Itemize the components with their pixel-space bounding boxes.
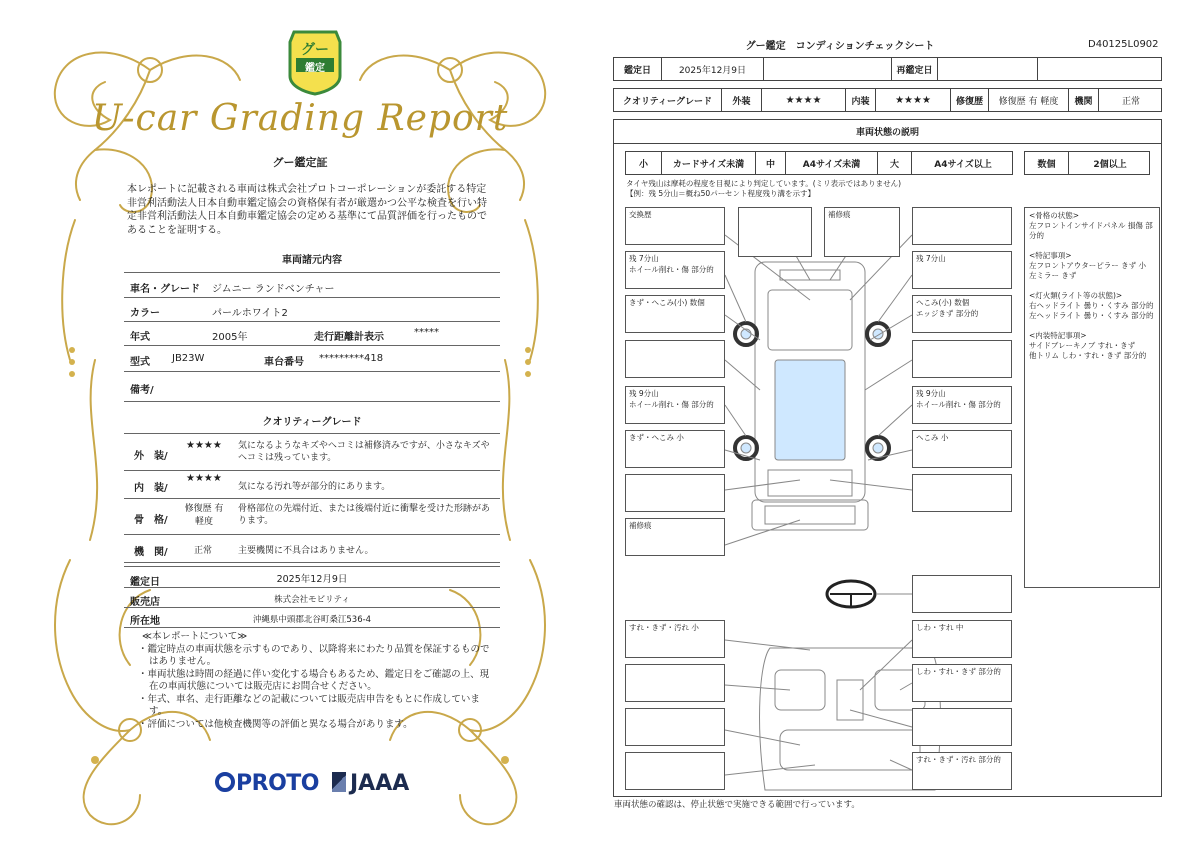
grade-label: 機 関/ — [134, 547, 168, 558]
grade-label: 内 装/ — [134, 483, 168, 494]
damage-box — [738, 207, 812, 257]
footer-row-date — [124, 566, 500, 588]
footer-note: 車両状態の確認は、停止状態で実施できる範囲で行っています。 — [614, 800, 860, 810]
spec-label: 車名・グレード — [130, 284, 200, 295]
grade-description: 気になるようなキズやヘコミは補修済みですが、小さなキズやヘコミは残っています。 — [238, 441, 490, 463]
grade-row-exterior — [124, 433, 500, 471]
spec-label: 走行距離計表示 — [314, 332, 384, 343]
spec-label: 型式 — [130, 357, 150, 368]
quality-row — [613, 88, 1162, 112]
about-item: ・車両状態は時間の経過に伴い変化する場合もあるため、鑑定日をご確認の上、現在の車両状態については販売店にお問合せください。 — [138, 668, 490, 692]
about-item: ・年式、車名、走行距離などの記載については販売店申告をもとに作成しています。 — [138, 693, 480, 717]
damage-box — [625, 340, 725, 378]
certificate-body: 本レポートに記載される車両は株式会社プロトコーポレーションが委託する特定非営利活動法人日本自動車鑑定協会の資格保有者が厳選かつ公平な検査を行い特定非営利活動法人日本自動車鑑定協会の定める基準にて品質評価を行ったものであることを証明する。 — [127, 184, 487, 236]
spec-value: *********418 — [319, 353, 384, 364]
spec-value: JB23W — [172, 353, 205, 364]
grade-rating: 正常 — [194, 546, 213, 556]
spec-value: 沖縄県中頭郡北谷町桑江536-4 — [252, 615, 372, 625]
size-small-label: 小 — [626, 152, 662, 174]
count-label: 数個 — [1025, 152, 1069, 174]
reinspect-date-value — [938, 58, 1038, 80]
engine-value: 正常 — [1121, 96, 1140, 107]
empty-cell — [764, 58, 892, 80]
quality-label: クオリティーグレード — [614, 89, 722, 111]
damage-box — [625, 474, 725, 512]
spec-row-name — [124, 272, 500, 298]
desc-title: 車両状態の説明 — [613, 119, 1162, 144]
grade-description: 骨格部位の先端付近、または後端付近に衝撃を受けた形跡があります。 — [238, 504, 491, 526]
spec-row-remarks — [124, 372, 500, 402]
about-title: ≪本レポートについて≫ — [142, 631, 248, 642]
damage-box: 残 9分山 ホイール削れ・傷 部分的 — [625, 386, 725, 424]
spec-label: 備考/ — [130, 385, 154, 396]
empty-cell — [1038, 58, 1163, 80]
inspect-date-label: 鑑定日 — [614, 58, 662, 80]
engine-label: 機関 — [1069, 89, 1099, 111]
spec-label: 車台番号 — [264, 357, 304, 368]
grade-row-engine — [124, 535, 500, 563]
date-row — [613, 57, 1162, 81]
logo-bar — [215, 771, 415, 799]
spec-label: 鑑定日 — [130, 577, 160, 588]
certificate-heading: グー鑑定証 — [272, 156, 328, 169]
damage-box: きず・へこみ(小) 数個 — [625, 295, 725, 333]
repair-label: 修復歴 — [951, 89, 989, 111]
grade-row-frame — [124, 499, 500, 535]
grade-label: 外 装/ — [134, 451, 168, 462]
exterior-label: 外装 — [722, 89, 762, 111]
size-mid-label: 中 — [756, 152, 786, 174]
tire-note: タイヤ残山は摩耗の程度を目視により判定しています。(ミリ表示ではありません) — [626, 179, 902, 188]
damage-box — [912, 340, 1012, 378]
about-report — [138, 631, 493, 731]
damage-box: へこみ(小) 数個 エッジきず 部分的 — [912, 295, 1012, 333]
frame-condition-note: <骨格の状態> 左フロントインサイドパネル 損傷 部分的 — [1029, 211, 1153, 240]
damage-box: 交換歴 — [625, 207, 725, 245]
side-notes — [1024, 207, 1160, 588]
inspect-date-value: 2025年12月9日 — [662, 58, 764, 80]
count-desc: 2個以上 — [1093, 159, 1127, 170]
footer-row-address — [124, 608, 500, 628]
spec-row-model — [124, 346, 500, 372]
damage-box — [912, 207, 1012, 245]
spec-label: カラー — [130, 308, 160, 319]
size-large-label: 大 — [878, 152, 912, 174]
count-legend — [1024, 151, 1150, 175]
damage-box: へこみ 小 — [912, 430, 1012, 468]
specs-title: 車両諸元内容 — [282, 255, 342, 266]
interior-box: すれ・きず・汚れ 部分的 — [912, 752, 1012, 790]
spec-value: 2025年12月9日 — [276, 574, 348, 585]
goo-kantei-badge — [286, 28, 344, 96]
damage-box: 補修痕 — [824, 207, 900, 257]
lights-note: <灯火類(ライト等の状態)> 右ヘッドライト 曇り・くすみ 部分的 左ヘッドライト 曇り・くすみ 部分的 — [1029, 291, 1154, 320]
grade-row-interior — [124, 471, 500, 499]
spec-value: パールホワイト2 — [212, 308, 288, 319]
damage-box: 残 7分山 — [912, 251, 1012, 289]
badge-kantei-text: 鑑定 — [305, 63, 325, 74]
spec-value: 株式会社モビリティ — [274, 595, 350, 605]
interior-box — [625, 664, 725, 702]
report-title: U-car Grading Report — [91, 98, 509, 139]
about-item: ・鑑定時点の車両状態を示すものであり、以降将来にわたり品質を保証するものではありません。 — [138, 643, 490, 667]
reinspect-date-label: 再鑑定日 — [892, 58, 938, 80]
damage-box: 補修痕 — [625, 518, 725, 556]
spec-value: 2005年 — [212, 332, 248, 343]
footer-row-dealer — [124, 588, 500, 608]
spec-value: ジムニー ランドベンチャー — [212, 284, 335, 295]
badge-goo-text: グー — [301, 42, 329, 58]
size-small-desc: カードサイズ未満 — [662, 152, 756, 174]
repair-value: 修復歴 有 軽度 — [989, 89, 1069, 111]
grade-description: 気になる汚れ等が部分的にあります。 — [238, 482, 391, 492]
about-item: ・評価については他検査機関等の評価と異なる場合があります。 — [138, 718, 413, 730]
interior-box: しわ・すれ 中 — [912, 620, 1012, 658]
quality-title: クオリティーグレード — [262, 417, 362, 428]
grade-description: 主要機関に不具合はありません。 — [238, 546, 374, 556]
interior-box — [912, 575, 1012, 613]
exterior-value: ★★★★ — [762, 89, 846, 111]
interior-label: 内装 — [846, 89, 876, 111]
damage-box: きず・へこみ 小 — [625, 430, 725, 468]
sheet-title: グー鑑定 コンディションチェックシート — [745, 41, 935, 52]
document-id: D40125L0902 — [1088, 39, 1159, 50]
damage-box — [912, 474, 1012, 512]
interior-note: <内装特記事項> サイドブレーキノブ すれ・きず 他トリム しわ・すれ・きず 部分的 — [1029, 331, 1147, 360]
tire-example-note: 【例：残 5分山＝概ね50パーセント程度残り溝を示す】 — [626, 189, 816, 198]
interior-box: しわ・すれ・きず 部分的 — [912, 664, 1012, 702]
damage-box: 残 9分山 ホイール削れ・傷 部分的 — [912, 386, 1012, 424]
grade-rating: 修復歴 有 軽度 — [184, 504, 224, 527]
size-mid-desc: A4サイズ未満 — [786, 152, 878, 174]
jaaa-logo: JAAA — [332, 771, 409, 796]
special-note: <特記事項> 左フロントアウターピラー きず 小 左ミラー きず — [1029, 251, 1146, 280]
spec-label: 年式 — [130, 332, 150, 343]
spec-value: ***** — [414, 327, 439, 338]
condition-check-sheet — [600, 0, 1200, 848]
damage-box: 残 7分山 ホイール削れ・傷 部分的 — [625, 251, 725, 289]
proto-logo: PROTO — [215, 771, 319, 796]
interior-box — [625, 708, 725, 746]
grade-rating: ★★★★ — [186, 440, 222, 451]
spec-label: 所在地 — [130, 616, 160, 627]
spec-row-year — [124, 322, 500, 346]
interior-box — [912, 708, 1012, 746]
grade-label: 骨 格/ — [134, 515, 168, 526]
spec-row-color — [124, 298, 500, 322]
spec-label: 販売店 — [130, 597, 160, 608]
interior-box — [625, 752, 725, 790]
size-large-desc: A4サイズ以上 — [934, 159, 992, 170]
grade-rating: ★★★★ — [186, 473, 222, 484]
interior-value: ★★★★ — [876, 89, 951, 111]
size-legend — [625, 151, 1013, 175]
interior-box: すれ・きず・汚れ 小 — [625, 620, 725, 658]
